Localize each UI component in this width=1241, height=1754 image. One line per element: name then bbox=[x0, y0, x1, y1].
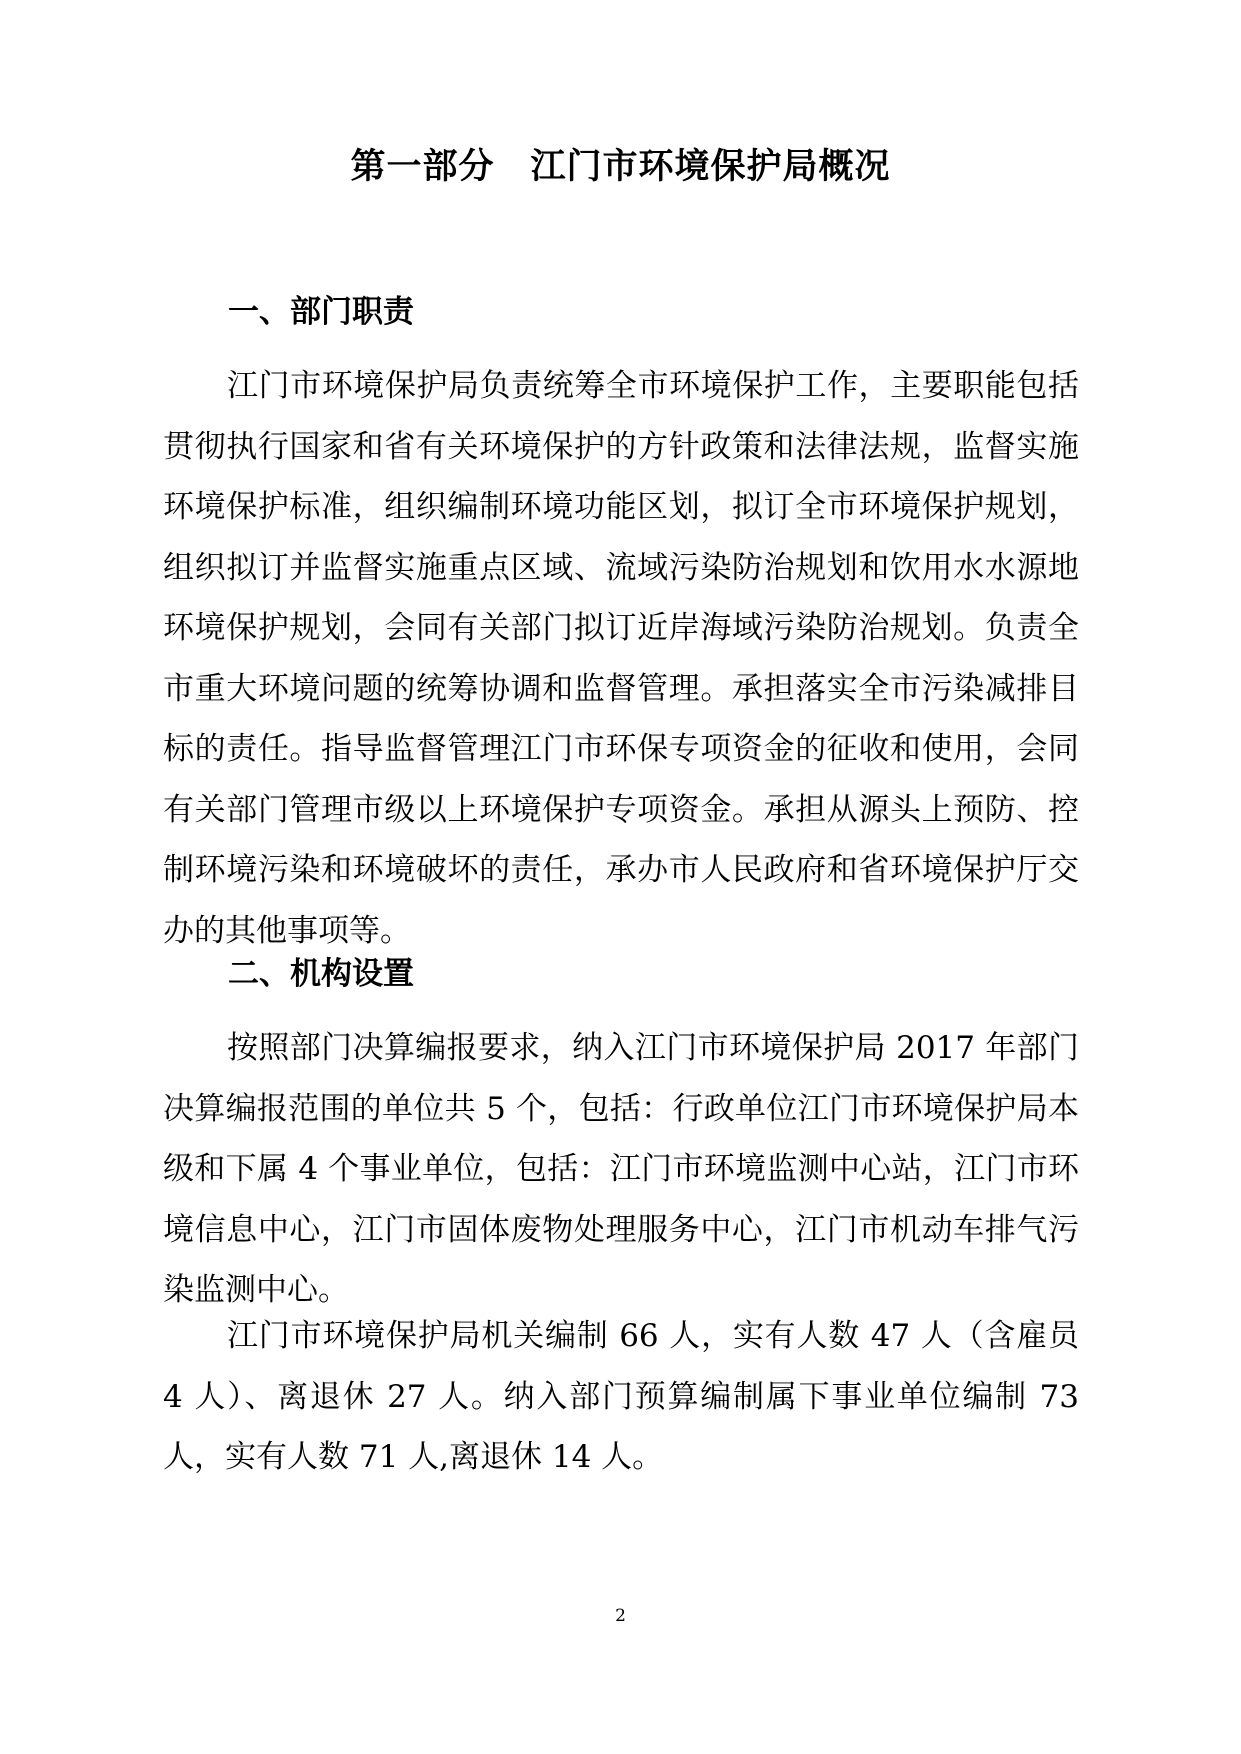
paragraph-duties: 江门市环境保护局负责统筹全市环境保护工作，主要职能包括贯彻执行国家和省有关环境保护的方针政策和法律法规，监督实施环境保护标准，组织编制环境功能区划，拟订全市环境保护规划，组织拟订并监督实施重点区域、流域污染防治规划和饮用水水源地环境保护规划，会同有关部门拟订近岸海域污染防治规划。负责全市重大环境问题的统筹协调和监督管理。承担落实全市污染减排目标的责任。指导监督管理江门市环保专项资金的征收和使用，会同有关部门管理市级以上环境保护专项资金。承担从源头上预防、控制环境污染和环境破坏的责任，承办市人民政府和省环境保护厅交办的其他事项等。 bbox=[163, 368, 1079, 949]
section-heading-organization: 二、机构设置 bbox=[228, 956, 414, 992]
section-heading-duties: 一、部门职责 bbox=[228, 294, 414, 330]
page-number: 2 bbox=[615, 1606, 626, 1626]
paragraph-organization-staffing: 江门市环境保护局机关编制 66 人，实有人数 47 人（含雇员 4 人）、离退休 27 人。纳入部门预算编制属下事业单位编制 73 人，实有人数 71 人,离退休 14 人。 bbox=[163, 1318, 1079, 1475]
page-title: 第一部分 江门市环境保护局概况 bbox=[350, 146, 891, 187]
paragraph-organization-units: 按照部门决算编报要求，纳入江门市环境保护局 2017 年部门决算编报范围的单位共 5 个，包括：行政单位江门市环境保护局本级和下属 4 个事业单位，包括：江门市环境监测中心站，江门市环境信息中心，江门市固体废物处理服务中心，江门市机动车排气污染监测中心。 bbox=[163, 1030, 1079, 1308]
